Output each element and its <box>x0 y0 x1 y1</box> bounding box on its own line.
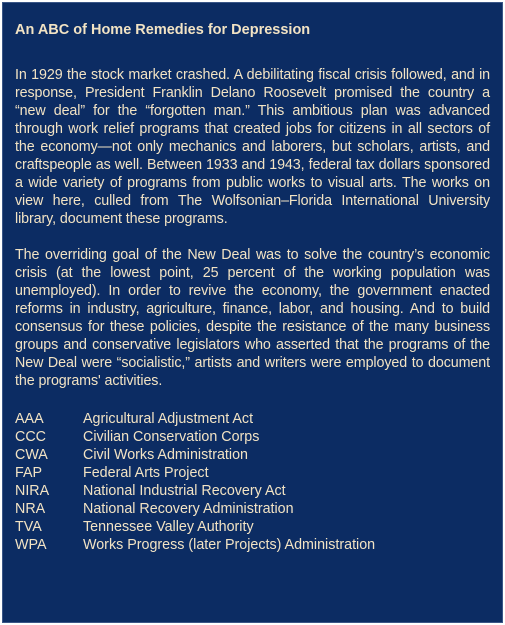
abbreviation-name: Agricultural Adjustment Act <box>83 411 254 427</box>
document-panel <box>2 2 503 623</box>
abbreviation-name: Tennessee Valley Authority <box>83 519 254 535</box>
abbreviation-row <box>15 482 490 500</box>
abbreviation-code: NRA <box>15 501 46 517</box>
abbreviation-code: FAP <box>15 465 43 481</box>
abbreviation-name: Civilian Conservation Corps <box>83 429 260 445</box>
abbreviation-code: WPA <box>15 537 47 553</box>
abbreviation-row <box>15 464 490 482</box>
abbreviation-name: Works Progress (later Projects) Administration <box>83 537 376 553</box>
abbreviation-name: Civil Works Administration <box>83 447 248 463</box>
abbreviation-list <box>15 410 490 554</box>
abbreviation-row <box>15 410 490 428</box>
document-title: An ABC of Home Remedies for Depression <box>15 22 311 38</box>
abbreviation-row <box>15 518 490 536</box>
abbreviation-name: Federal Arts Project <box>83 465 209 481</box>
paragraph-intro: In 1929 the stock market crashed. A debilitating fiscal crisis followed, and in response, President Franklin Delano Roosevelt promised the country a “new deal” for the “forgotten man.” This ambitious plan was advanced through work relief programs that created jobs for citizens in all sectors of the economy—not only mechanics and laborers, but scholars, artists, and craftspeople as well. Between 1933 and 1943, federal tax dollars sponsored a wide variety of programs from public works to visual arts. The works on view here, culled from The Wolfsonian–Florida International University library, document these programs. <box>15 67 490 227</box>
abbreviation-row <box>15 428 490 446</box>
abbreviation-row <box>15 500 490 518</box>
abbreviation-name: National Industrial Recovery Act <box>83 483 286 499</box>
abbreviation-name: National Recovery Administration <box>83 501 294 517</box>
abbreviation-code: CCC <box>15 429 46 445</box>
abbreviation-code: TVA <box>15 519 42 535</box>
abbreviation-row <box>15 536 490 554</box>
abbreviation-row <box>15 446 490 464</box>
abbreviation-code: CWA <box>15 447 48 463</box>
paragraph-goal: The overriding goal of the New Deal was to solve the country’s economic crisis (at the lowest point, 25 percent of the working population was unemployed). In order to revive the economy, the government enacted reforms in industry, agriculture, finance, labor, and housing. And to build consensus for these policies, despite the resistance of the many business groups and conservative legislators who asserted that the programs of the New Deal were “socialistic,” artists and writers were employed to document the programs' activities. <box>15 247 490 389</box>
abbreviation-code: NIRA <box>15 483 50 499</box>
abbreviation-code: AAA <box>15 411 44 427</box>
